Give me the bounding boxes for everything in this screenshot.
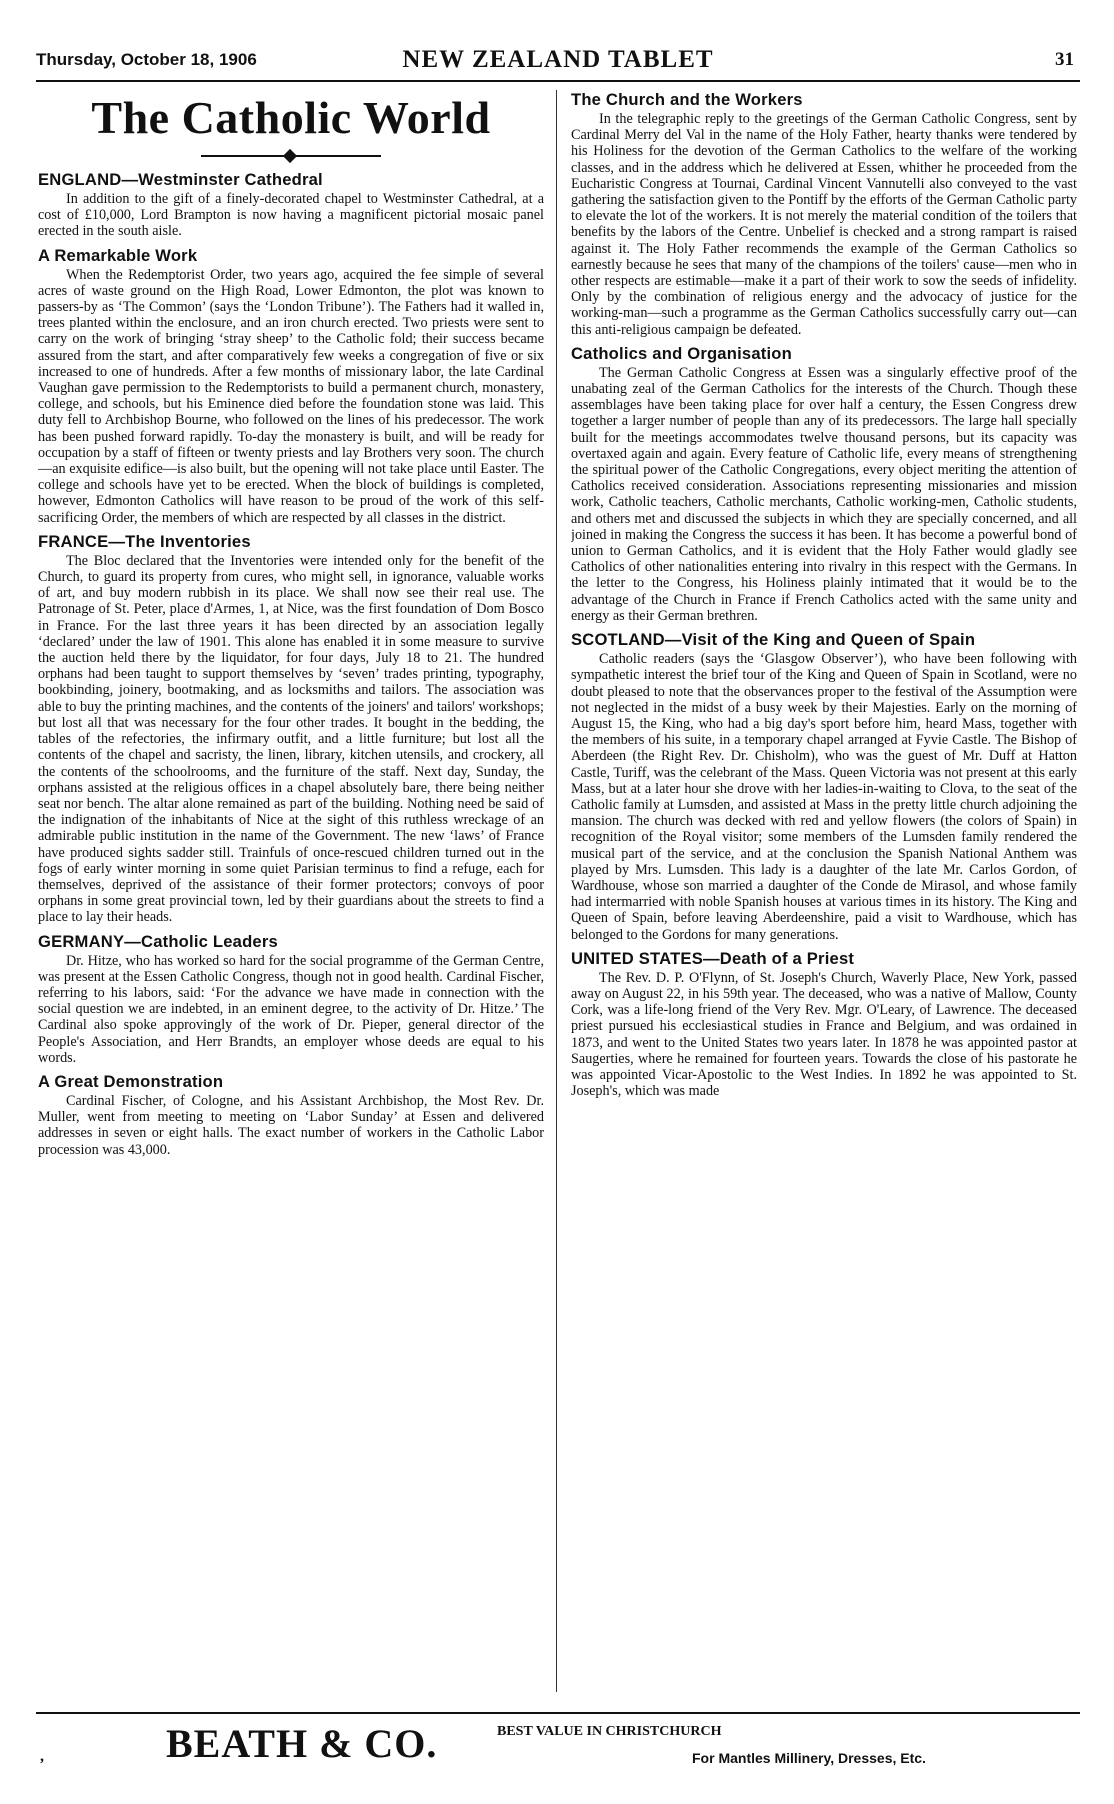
publication-title: NEW ZEALAND TABLET xyxy=(402,46,714,73)
article-paragraph: The Bloc declared that the Inventories were intended only for the benefit of the Church, to guard its property from cures, who might sell, in ignorance, valuable works of art, and buy modern rubbish in its place. We shall now see their real use. The Patronage of St. Peter, place d'Armes, 1, at Nice, was the first foundation of Dom Bosco in France. For the last three years it has been directed by an association legally ‘declared’ under the law of 1901. This alone has enabled it in some measure to survive the auction held there by the liquidator, for four days, July 18 to 21. The hundred orphans had been taught to support themselves by ‘seven’ trades printing, typography, bookbinding, joinery, bootmaking, and as locksmiths and tailors. The association was able to buy the printing machines, and the contents of the joiners' and tailors' workshops; but lost all that was necessary for the four other trades. It bought in the bedding, the tables of the refectories, the infirmary outfit, and a little furniture; but lost all the contents of the chapel and sacristy, the linen, library, kitchen utensils, and crockery, all the contents of the schoolrooms, and the furniture of the staff. Next day, Sunday, the orphans assisted at the religious offices in a chapel absolutely bare, there being neither seat nor bench. The altar alone remained as part of the building. Nothing need be said of the indignation of the inhabitants of Nice at the sight of this ruthless wreckage of an admirable public institution in the name of the Government. The new ‘laws’ of France have produced sights sadder still. Trainfuls of once-rescued children turned out in the fogs of early winter morning in some quiet Parisian terminus to find a refuge, each for themselves, deprived of the assistance of their former protectors; convoys of poor orphans in some great provincial town, led by their guardians about the streets to find a place to lay their heads. xyxy=(38,552,544,926)
column-divider xyxy=(556,90,557,1692)
article-paragraph: Dr. Hitze, who has worked so hard for the social programme of the German Centre, was present at the Essen Catholic Congress, though not in good health. Cardinal Fischer, referring to his labors, said: ‘For the advance we have made in connection with the social question we are indebted, in an eminent degree, to the activity of Dr. Hitze.’ The Cardinal also spoke approvingly of the work of Dr. Pieper, general director of the People's Association, and Herr Brandts, an employer whose deeds are equal to his words. xyxy=(38,952,544,1066)
article-heading-united-states: UNITED STATES—Death of a Priest xyxy=(571,948,855,968)
section-masthead xyxy=(38,92,544,144)
right-column xyxy=(571,90,1077,1700)
ad-products: For Mantles Millinery, Dresses, Etc. xyxy=(692,1750,926,1766)
ad-tagline: BEST VALUE IN CHRISTCHURCH xyxy=(497,1724,722,1739)
article-heading-church-workers: The Church and the Workers xyxy=(571,90,803,109)
article-paragraph: The Rev. D. P. O'Flynn, of St. Joseph's Church, Waverly Place, New York, passed away on August 22, in his 59th year. The deceased, who was a native of Mallow, County Cork, was a life-long friend of the Very Rev. Mgr. O'Leary, of Lawrence. The deceased priest pursued his ecclesiastical studies in France and Belgium, and was ordained in 1873, and went to the United States two years later. In 1878 he was appointed pastor at Saugerties, where he remained for fourteen years. Towards the close of his pastorate he was appointed Vicar-Apostolic to the West Indies. In 1892 he was appointed to St. Joseph's, which was made xyxy=(571,969,1077,1100)
footer-rule xyxy=(36,1712,1080,1714)
page-header xyxy=(36,44,1080,82)
article-heading-france: FRANCE—The Inventories xyxy=(38,531,251,551)
article-paragraph: The German Catholic Congress at Essen was a singularly effective proof of the unabating zeal of the German Catholics for the interests of the Church. Though these assemblages have been taking place for over half a century, the Essen Congress drew together a larger number of people than any of its predecessors. The large hall specially built for the meetings accommodates twelve thousand persons, but its capacity was overtaxed again and again. Every feature of Catholic life, every means of strengthening the spiritual power of the Catholic Congregations, every object meriting the attention of Catholics received consideration. Associations representing missionaries and mission work, Catholic teachers, Catholic merchants, Catholic working-men, Catholic students, and others met and discussed the subjects in which they are specially concerned, and all joined in making the Congress the success it has been. It has become a powerful bond of union to German Catholics, and it is evident that the Holy Father would gladly see Catholics of other nationalities entering into rivalry in this respect with the Germans. In the letter to the Congress, his Holiness plainly intimated that it would be to the advantage of the Church in France if French Catholics acted with the same unity and energy as their German brethren. xyxy=(571,364,1077,624)
advertiser-name: BEATH & CO. xyxy=(166,1721,438,1766)
ornament-divider xyxy=(201,150,381,162)
article-heading-england: ENGLAND—Westminster Cathedral xyxy=(38,170,323,189)
article-heading-organisation: Catholics and Organisation xyxy=(571,343,792,363)
article-heading-remarkable-work: A Remarkable Work xyxy=(38,245,198,265)
catholic-world-title: The Catholic World xyxy=(91,92,491,143)
article-paragraph: When the Redemptorist Order, two years ago, acquired the fee simple of several acres of waste ground on the High Road, Lower Edmonton, the plot was known to passers-by as ‘The Common’ (says the ‘London Tribune’). The Fathers had it walled in, trees planted within the enclosure, and an iron church erected. Two priests were sent to carry on the work of bringing ‘stray sheep’ to the Catholic fold; their success became assured from the start, and after comparatively few weeks a congregation of five or six increased to one of hundreds. After a few months of missionary labor, the late Cardinal Vaughan gave permission to the Redemptorists to build a permanent church, monastery, college, and schools, but his Eminence died before the foundation stone was laid. This duty fell to Archbishop Bourne, who followed on the lines of his predecessor. The work has been pushed forward rapidly. To-day the monastery is built, and will be ready for occupation by a staff of fifteen or twenty priests and lay Brothers very soon. The church—an exquisite edifice—is also built, but the opening will not take place until Easter. The college and schools have yet to be erected. When the block of buildings is completed, however, Edmonton Catholics will have reason to be proud of the work of this self-sacrificing Order, the members of which are respected by all classes in the district. xyxy=(38,266,544,526)
article-paragraph: Catholic readers (says the ‘Glasgow Observer’), who have been following with sympathetic interest the brief tour of the King and Queen of Spain in Scotland, were no doubt pleased to note that the observances proper to the festival of the Assumption were not neglected in the midst of a busy week by their Majesties. Early on the morning of August 15, the King, who had a big day's sport before him, heard Mass, together with the members of his suite, in a temporary chapel arranged at Fyvie Castle. The Bishop of Aberdeen (the Right Rev. Dr. Chisholm), who was the guest of Mr. Duff at Hatton Castle, Turiff, was the celebrant of the Mass. Queen Victoria was not present at this early Mass, but at a later hour she drove with her ladies-in-waiting to Clova, to the seat of the Catholic family at Lumsden, and assisted at Mass in the pretty little church adjoining the mansion. The church was decked with red and yellow flowers (the colors of Spain) in recognition of the Royal visitor; some members of the Lumsden family rendered the musical part of the service, and at the conclusion the Spanish National Anthem was played by Mrs. Lumsden. This lady is a daughter of the late Mr. Carlos Gordon, of Wardhouse, whose son married a daughter of the Conde de Mirasol, and whose family had intermarried with noble Spanish houses at various times in its history. The King and Queen of Spain, before leaving Aberdeenshire, paid a visit to Wardhouse, which has belonged to the Gordons for many generations. xyxy=(571,651,1077,943)
issue-date: Thursday, October 18, 1906 xyxy=(36,50,257,69)
article-heading-scotland: SCOTLAND—Visit of the King and Queen of Spain xyxy=(571,630,976,650)
left-column xyxy=(38,90,544,1700)
footer-mark: , xyxy=(40,1748,44,1765)
page-number: 31 xyxy=(1055,49,1074,70)
article-paragraph: Cardinal Fischer, of Cologne, and his Assistant Archbishop, the Most Rev. Dr. Muller, went from meeting to meeting on ‘Labor Sunday’ at Essen and delivered addresses in seven or eight halls. The exact number of workers in the Catholic Labor procession was 43,000. xyxy=(38,1092,544,1158)
article-paragraph: In the telegraphic reply to the greetings of the German Catholic Congress, sent by Cardinal Merry del Val in the name of the Holy Father, hearty thanks were tendered by his Holiness for the devotion of the German Catholics to the welfare of the working classes, and in the address which he delivered at Essen, whither he proceeded from the Eucharistic Congress at Tournai, Cardinal Vincent Vannutelli also conveyed to the vast gathering the satisfaction given to the Pontiff by the efforts of the German Catholic party to elevate the lot of the workers. It is not merely the material condition of the toilers that benefits by the labors of the Centre. Unbelief is checked and a strong rampart is raised against it. The Holy Father recommends the example of the German Catholics so earnestly because he sees that many of the champions of the toilers' cause—men who in other respects are estimable—make it a part of their work to sow the seeds of infidelity. Only by the combination of religious energy and the advocacy of justice for the working-man—such a programme as the German Catholics successfully carry out—can this anti-religious campaign be defeated. xyxy=(571,111,1077,338)
article-paragraph: In addition to the gift of a finely-decorated chapel to Westminster Cathedral, at a cost of £10,000, Lord Brampton is now having a magnificent pictorial mosaic panel erected in the south aisle. xyxy=(38,191,544,240)
article-heading-demonstration: A Great Demonstration xyxy=(38,1071,224,1091)
article-heading-germany: GERMANY—Catholic Leaders xyxy=(38,931,278,951)
